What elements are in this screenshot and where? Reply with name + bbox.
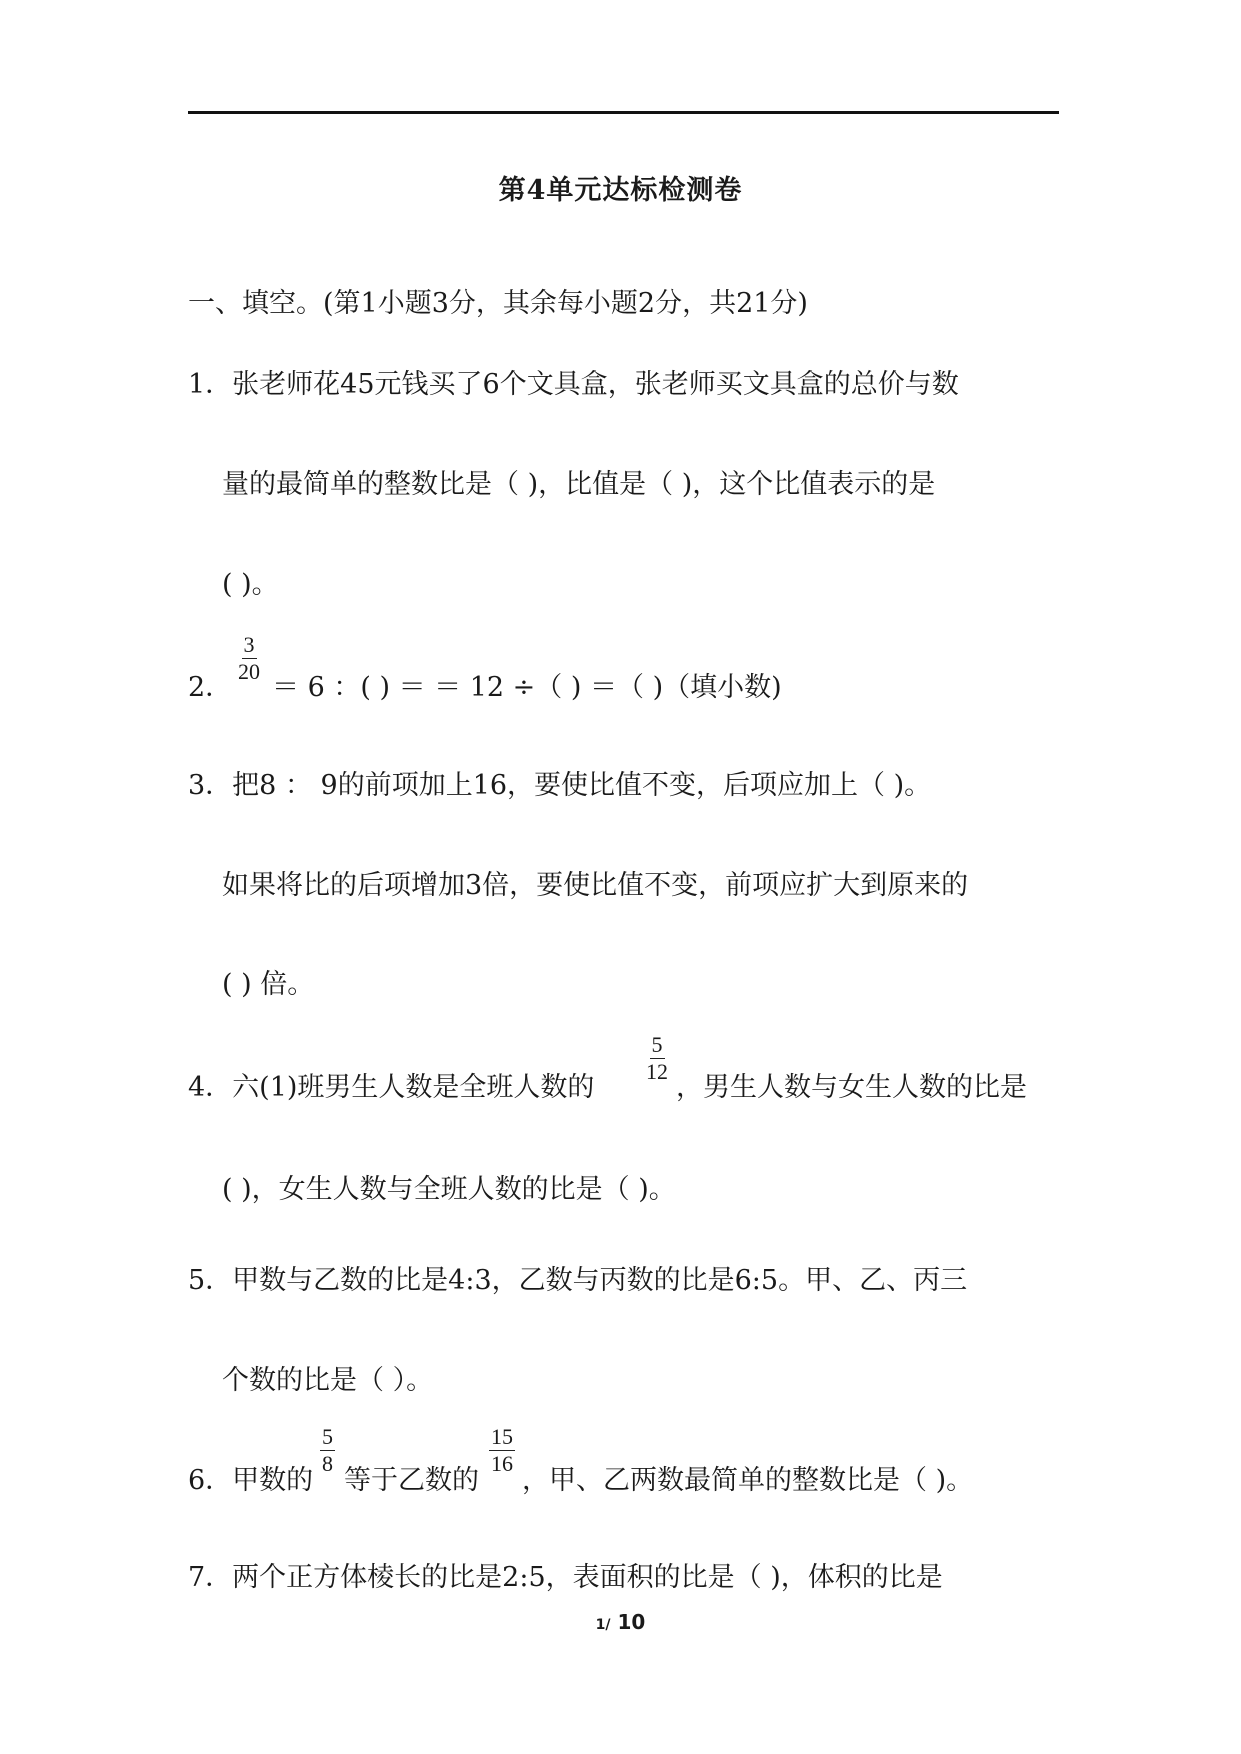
- q5-line1: 5．甲数与乙数的比是4:3，乙数与丙数的比是6:5。甲、乙、丙三: [188, 1265, 968, 1296]
- page-total: 10: [617, 1610, 646, 1634]
- q4-fraction-denominator: 12: [646, 1059, 668, 1084]
- q2-fraction-denominator: 20: [238, 659, 260, 684]
- q1-line1: 1．张老师花45元钱买了6个文具盒，张老师买文具盒的总价与数: [188, 369, 959, 400]
- section-heading: 一、填空。(第1小题3分，其余每小题2分，共21分): [188, 288, 808, 319]
- page-title: 第4单元达标检测卷: [498, 175, 743, 206]
- q6-fraction-2-denominator: 16: [491, 1451, 513, 1476]
- q6-fraction-1-numerator: 5: [322, 1424, 333, 1449]
- q6-fraction-1-denominator: 8: [322, 1451, 333, 1476]
- q6-post: ，甲、乙两数最简单的整数比是（ )。: [522, 1465, 974, 1496]
- q2-fraction-numerator: 3: [243, 632, 255, 657]
- q6-fraction-2: [489, 1424, 515, 1477]
- q3-line3: ( ) 倍。: [222, 969, 315, 1000]
- q2-prefix: 2．: [188, 672, 233, 703]
- q6-mid: 等于乙数的: [344, 1465, 479, 1496]
- q2-rest: ＝ 6 ：( ) ＝ ＝ 12 ÷（ ) ＝（ )（填小数): [272, 672, 782, 703]
- q2-fraction: [236, 632, 262, 685]
- q4-fraction-numerator: 5: [651, 1032, 663, 1057]
- q5-line2: 个数的比是（ ）。: [222, 1365, 434, 1396]
- q4-fraction: [644, 1032, 670, 1085]
- page-current: 1/: [595, 1617, 611, 1633]
- q4-line2: ( )，女生人数与全班人数的比是（ )。: [222, 1174, 676, 1205]
- q3-line1: 3．把8 ： 9的前项加上16，要使比值不变，后项应加上（ )。: [188, 770, 932, 801]
- q1-line2: 量的最简单的整数比是（ )，比值是（ )，这个比值表示的是: [222, 469, 936, 500]
- q3-line2: 如果将比的后项增加3倍，要使比值不变，前项应扩大到原来的: [222, 870, 969, 901]
- page-number: [0, 1610, 1241, 1634]
- q6-fraction-2-numerator: 15: [491, 1424, 513, 1449]
- q6-fraction-1: [320, 1424, 335, 1477]
- q7-line1: 7．两个正方体棱长的比是2:5，表面积的比是（ )，体积的比是: [188, 1562, 943, 1593]
- q4-pre: 4．六(1)班男生人数是全班人数的: [188, 1072, 595, 1103]
- q6-pre: 6．甲数的: [188, 1465, 314, 1496]
- q1-line3: ( )。: [222, 569, 279, 600]
- header-rule: [188, 111, 1059, 114]
- q4-post: ，男生人数与女生人数的比是: [676, 1072, 1027, 1103]
